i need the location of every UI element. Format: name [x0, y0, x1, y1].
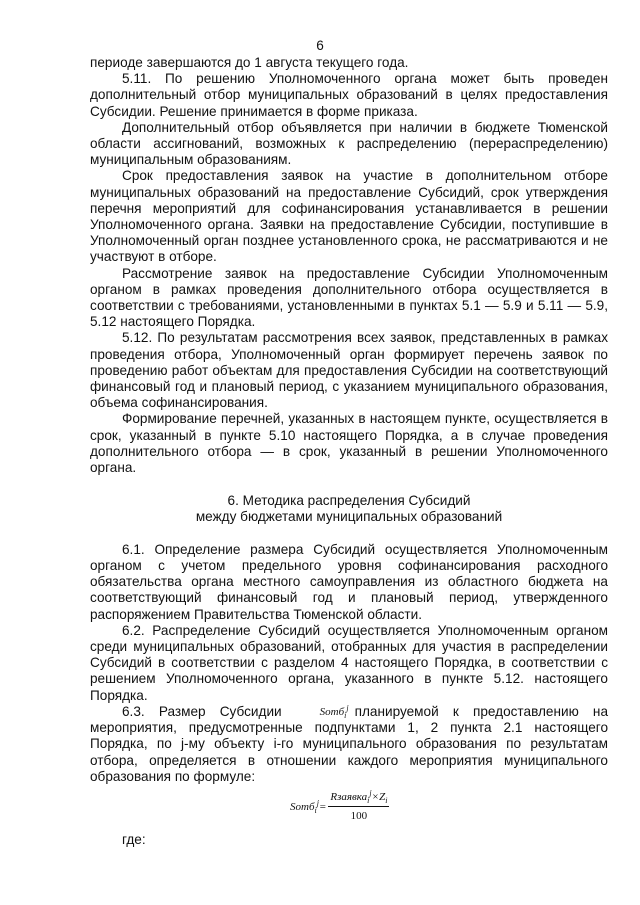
page-number: 6: [316, 38, 324, 53]
paragraph-6-3-start: 6.3. Размер Субсидии: [122, 703, 282, 719]
section-5-paragraphs: [90, 55, 608, 476]
paragraph: периоде завершаются до 1 августа текущего года.: [90, 55, 409, 70]
paragraph: 6.1. Определение размера Субсидий осуществляется Уполномоченным органом с учетом предельного уровня софинансирования расходного обязательства органа местного самоуправления из областного бюджета на соответствующий финансовый год и плановый период, утвержденного распоряжением Правительства Тюменской области.: [90, 541, 608, 622]
paragraph: Срок предоставления заявок на участие в дополнительном отборе муниципальных образований на предоставление Субсидий, срок утверждения перечня мероприятий для софинансирования устанавливается в решении Уполномоченного органа. Заявки на предоставление Субсидии, поступившие в Уполномоченный орган позднее установленного срока, не рассматриваются и не участвуют в отборе.: [90, 168, 608, 265]
section-heading: [90, 493, 608, 525]
formula-numerator: $Rзаявка_i^j\times Z_i$: [328, 789, 389, 807]
paragraph: Дополнительный отбор объявляется при наличии в бюджете Тюменской области ассигнований, возможных к распределению (перераспределению) муниципальным образованиям.: [90, 119, 608, 168]
formula-lhs: Sотб$_i^j$: [290, 797, 319, 815]
subsidy-symbol: Sотб$_i^j$: [319, 703, 349, 721]
paragraph-6-3-rest: планируемой к предоставлению на мероприятия, предусмотренные подпунктами 1, 2 пункта 2.1 настоящего Порядка, по j-му объекту i-го муниципального образования по результатам отбора, определяется в отношении каждого мероприятия муниципального образования по формуле:: [90, 703, 609, 784]
paragraph: 5.12. По результатам рассмотрения всех заявок, представленных в рамках проведения отбора, Уполномоченный орган формирует перечень заявок по проведению работ объектам для предоставления Субсидии на соответствующий финансовый год и плановый период, с указанием муниципального образования, объема софинансирования.: [90, 330, 608, 411]
paragraph: 6.2. Распределение Субсидий осуществляется Уполномоченным органом среди муниципальных образований, отобранных для участия в распределении Субсидий в соответствии с разделом 4 настоящего Порядка, в соответствии с решением Уполномоченного органа, указанного в пункте 5.12. настоящего Порядка.: [90, 622, 608, 703]
formula-denominator: 100: [350, 810, 368, 823]
paragraph: Рассмотрение заявок на предоставление Субсидии Уполномоченным органом в рамках проведения дополнительного отбора осуществляется в соответствии с требованиями, установленными в пунктах 5.1 — 5.9 и 5.11 — 5.9, 5.12 настоящего Порядка.: [90, 265, 608, 330]
formula: [290, 789, 608, 824]
paragraph-6-3: [90, 704, 608, 785]
where-label: где:: [122, 832, 146, 848]
formula-fraction: [328, 789, 389, 824]
document-body: [90, 55, 608, 849]
section-heading-line2: между бюджетами муниципальных образований: [195, 509, 503, 525]
paragraph: 5.11. По решению Уполномоченного органа может быть проведен дополнительный отбор муниципальных образований в целях предоставления Субсидии. Решение принимается в форме приказа.: [90, 71, 608, 119]
formula-equals: =: [318, 800, 327, 813]
paragraph: Формирование перечней, указанных в настоящем пункте, осуществляется в срок, указанный в пункте 5.10 настоящего Порядка, а в случае проведения дополнительного отбора — в срок, указанный в решении Уполномоченного органа.: [90, 411, 608, 476]
section-heading-line1: 6. Методика распределения Субсидий: [227, 493, 471, 509]
section-6-paragraphs: [90, 542, 608, 704]
